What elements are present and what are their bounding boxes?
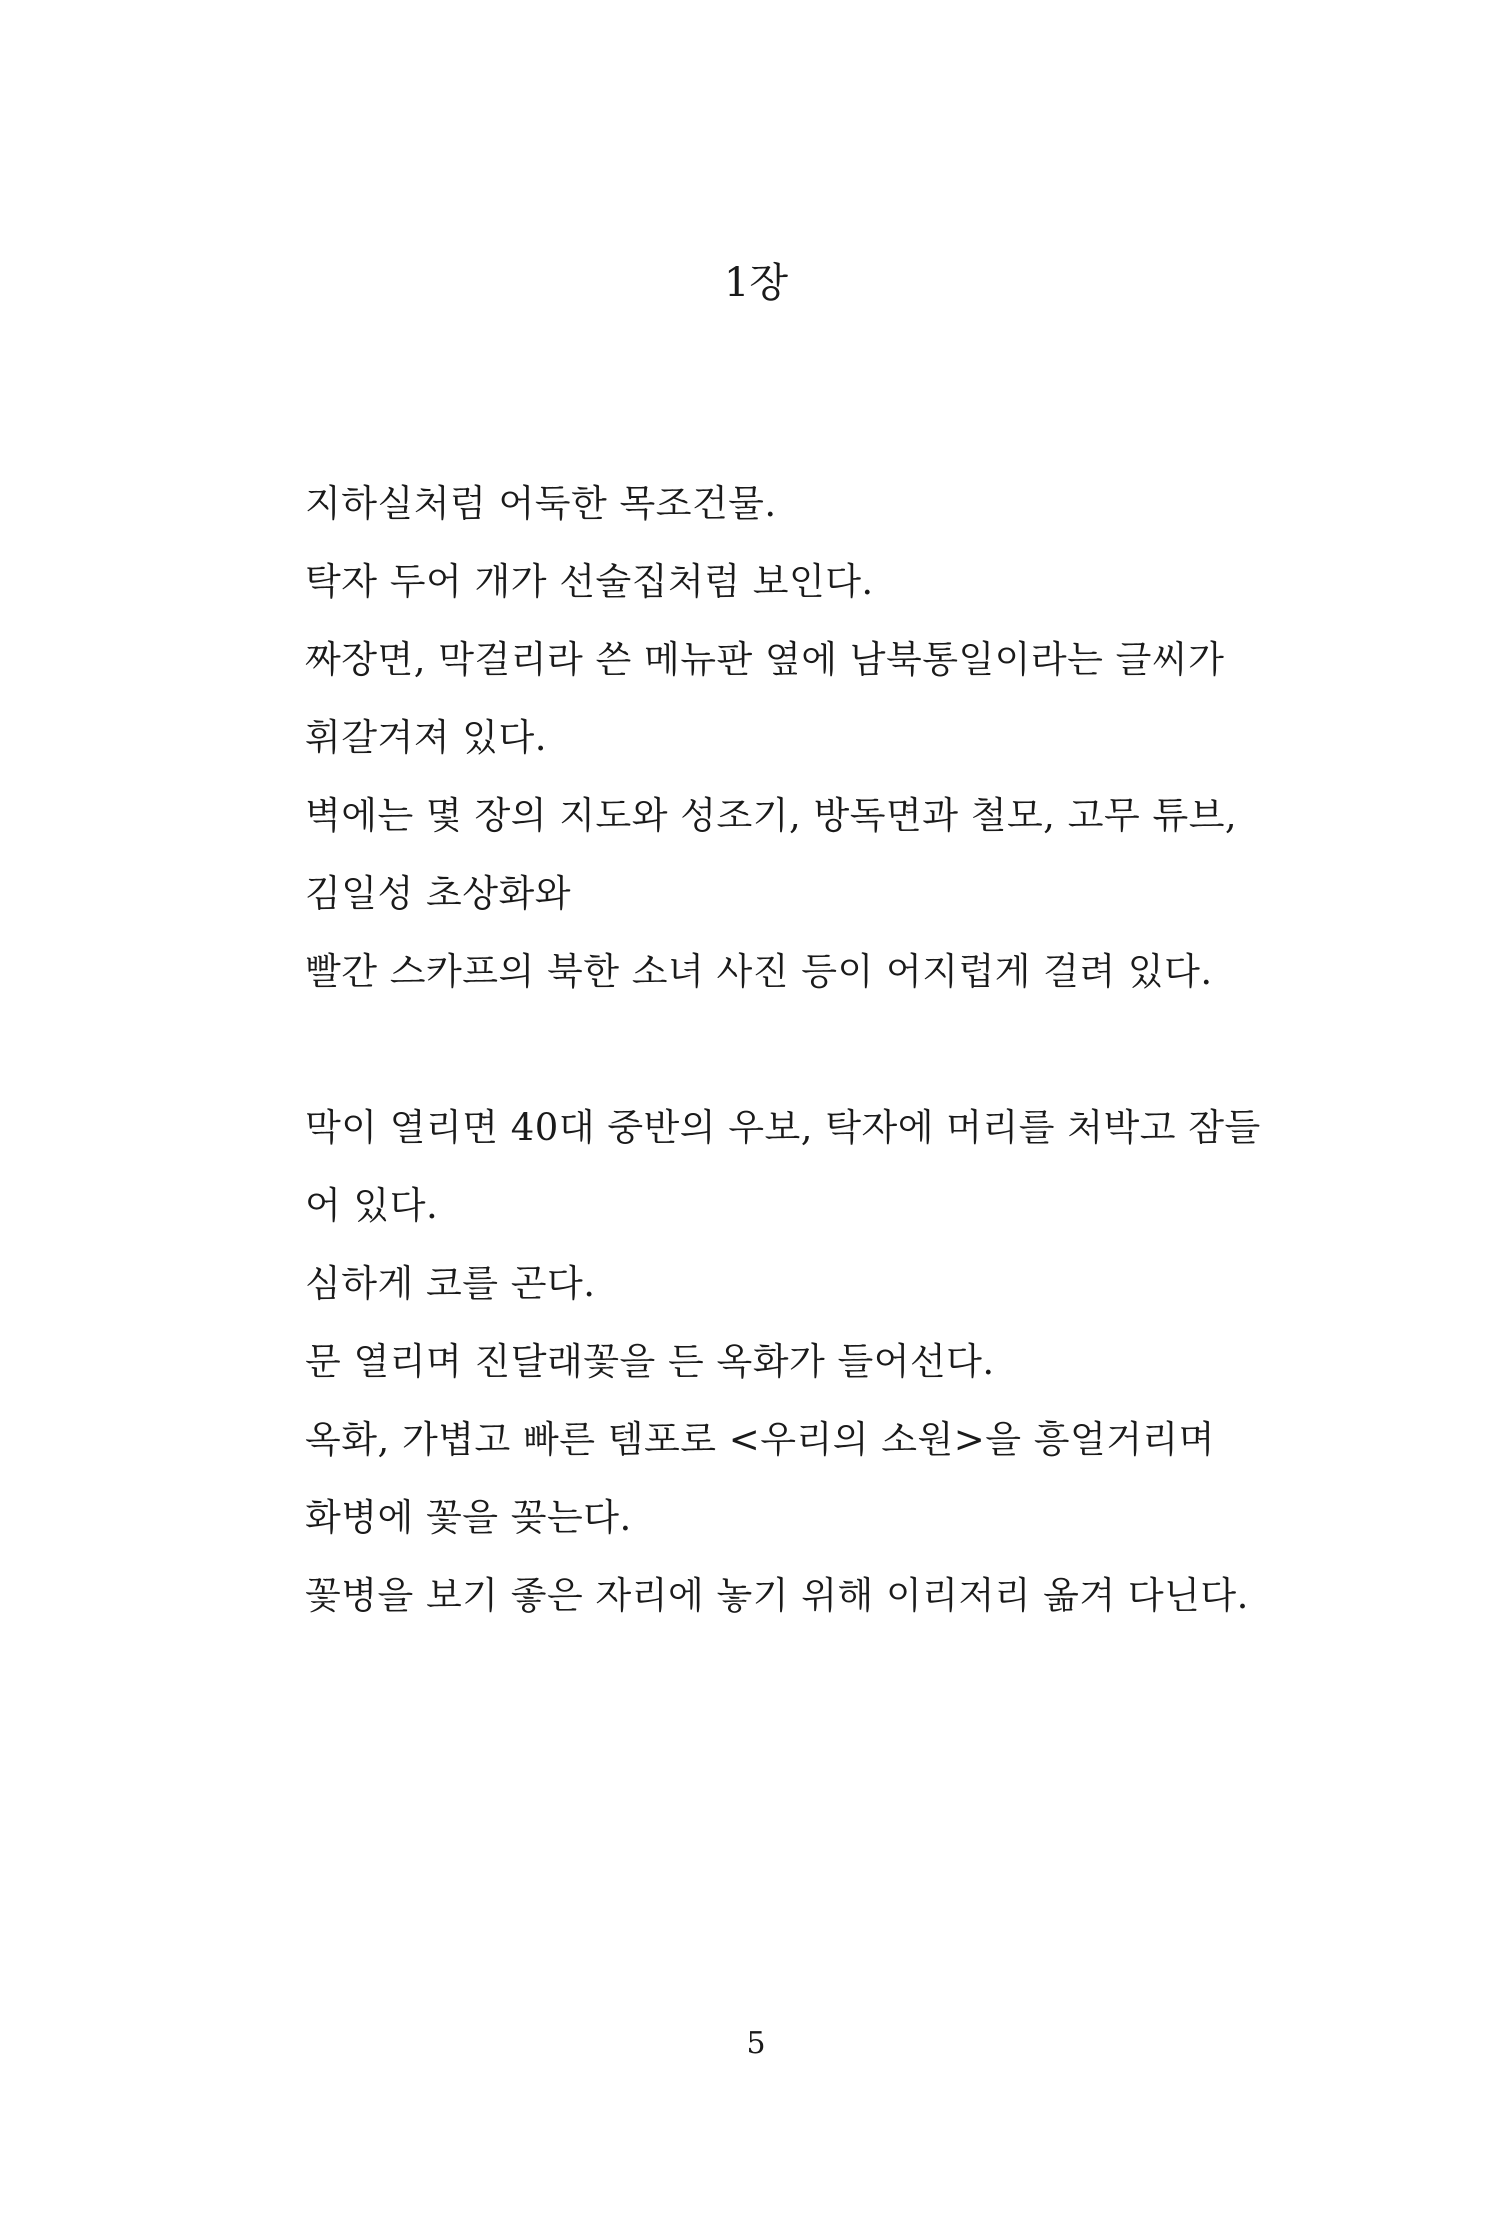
text-line: 옥화, 가볍고 빠른 템포로 <우리의 소원>을 흥얼거리며: [305, 1418, 1215, 1461]
text-line: 벽에는 몇 장의 지도와 성조기, 방독면과 철모, 고무 튜브,: [305, 794, 1238, 837]
text-line: 김일성 초상화와: [305, 872, 571, 915]
paragraph-stage-setting: [305, 465, 1245, 1011]
text-line: 꽃병을 보기 좋은 자리에 놓기 위해 이리저리 옮겨 다닌다.: [305, 1574, 1249, 1617]
text-line: 막이 열리면 40대 중반의 우보, 탁자에 머리를 처박고 잠들: [305, 1106, 1261, 1149]
text-line: 탁자 두어 개가 선술집처럼 보인다.: [305, 560, 874, 603]
chapter-title: 1장: [723, 260, 789, 306]
text-line: 심하게 코를 곤다.: [305, 1262, 596, 1305]
text-line: 어 있다.: [305, 1184, 439, 1227]
text-line: 빨간 스카프의 북한 소녀 사진 등이 어지럽게 걸려 있다.: [305, 950, 1213, 993]
text-line: 짜장면, 막걸리라 쓴 메뉴판 옆에 남북통일이라는 글씨가: [305, 638, 1225, 681]
text-line: 화병에 꽃을 꽂는다.: [305, 1496, 632, 1539]
text-line: 휘갈겨져 있다.: [305, 716, 547, 759]
page-number: 5: [746, 2026, 766, 2061]
text-line: 지하실처럼 어둑한 목조건물.: [305, 482, 777, 525]
paragraph-opening-action: [305, 1089, 1261, 1635]
body-text: [305, 465, 1261, 1635]
text-line: 문 열리며 진달래꽃을 든 옥화가 들어선다.: [305, 1340, 995, 1383]
